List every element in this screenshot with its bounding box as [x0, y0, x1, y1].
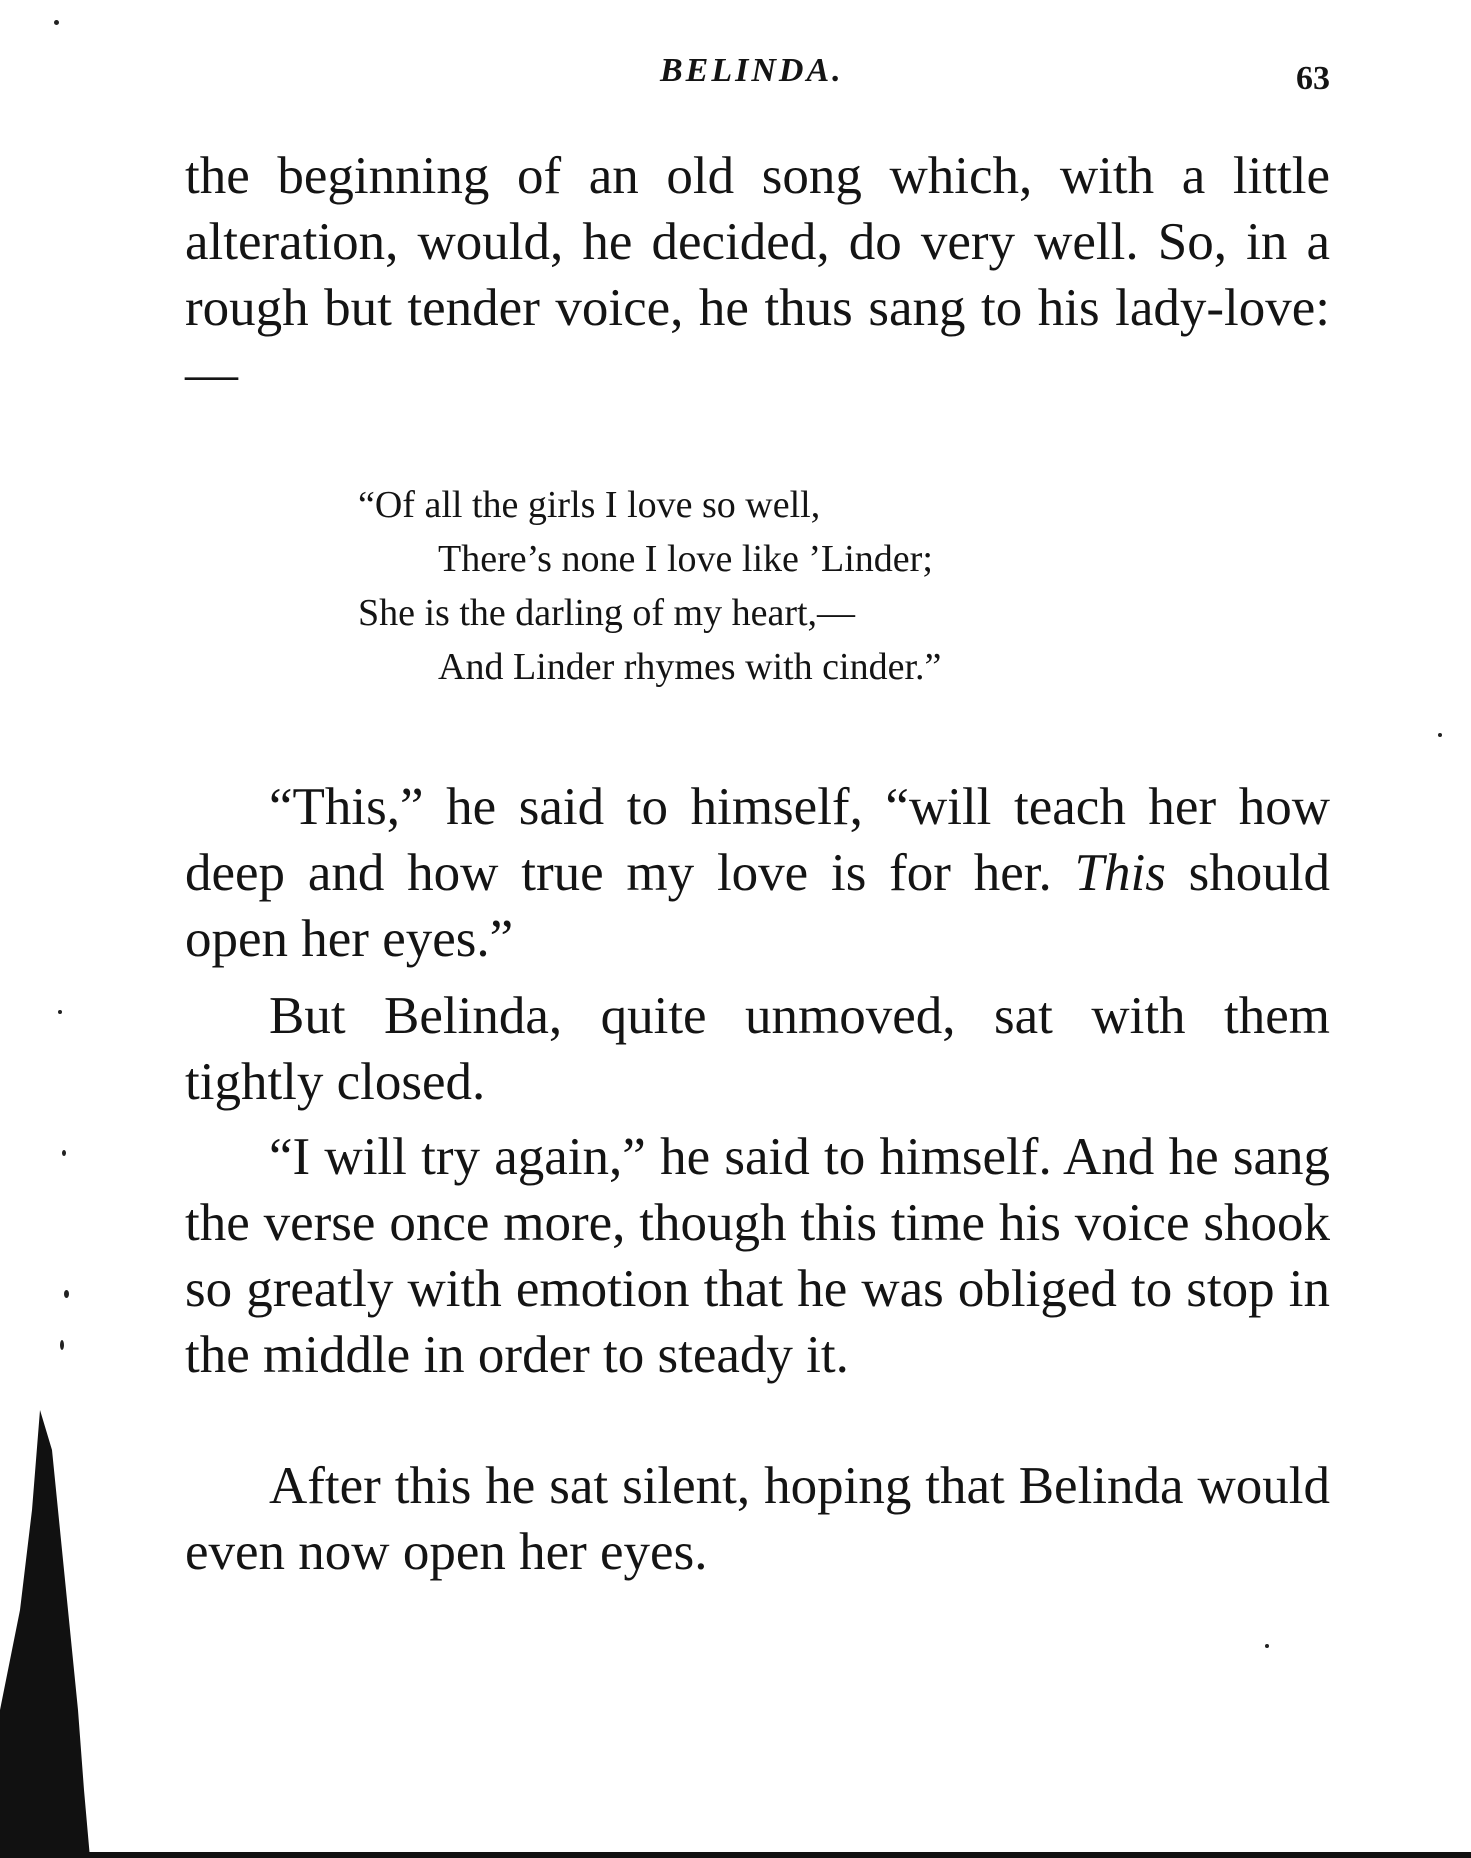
- scan-edge-shadow: [0, 1410, 90, 1858]
- scan-speck: [62, 1150, 66, 1156]
- verse-line-2: There’s none I love like ’Linder;: [438, 538, 933, 580]
- paragraph-3: [185, 983, 1330, 1115]
- paragraph-3-text: But Belinda, quite unmoved, sat with them tightly closed.: [185, 987, 1330, 1111]
- scan-speck: [1265, 1644, 1269, 1648]
- song-verse: [358, 478, 1118, 694]
- paragraph-2: [185, 774, 1330, 972]
- paragraph-4: [185, 1124, 1330, 1388]
- paragraph-2-start: “This,” he said to himself, “will teach her how deep and how true my love is for her.: [185, 778, 1330, 902]
- scan-speck: [1438, 733, 1442, 737]
- paragraph-5: [185, 1453, 1330, 1585]
- paragraph-1-text: the beginning of an old song which, with a little alteration, would, he decided, do very well. So, in a rough but tender voice, he thus sang to his lady-love:—: [185, 147, 1330, 403]
- verse-line-4: And Linder rhymes with cinder.”: [438, 646, 942, 688]
- paragraph-4-text: “I will try again,” he said to himself. And he sang the verse once more, though this time his voice shook so greatly with emotion that he was obliged to stop in the middle in order to steady it.: [185, 1128, 1330, 1384]
- paragraph-1: [185, 143, 1330, 407]
- scan-bottom-edge: [0, 1852, 1471, 1858]
- verse-line-1: “Of all the girls I love so well,: [358, 484, 821, 526]
- scan-speck: [58, 1010, 62, 1014]
- scan-speck: [54, 20, 59, 25]
- paragraph-5-text: After this he sat silent, hoping that Belinda would even now open her eyes.: [185, 1457, 1330, 1581]
- scan-speck: [60, 1340, 64, 1350]
- running-header: [0, 52, 1471, 102]
- paragraph-2-emphasis: This: [1074, 844, 1166, 902]
- running-title: BELINDA.: [660, 52, 844, 89]
- paragraph-2-text: [185, 774, 1330, 972]
- scan-speck: [64, 1290, 69, 1298]
- page-number: 63: [1296, 60, 1330, 97]
- verse-line-3: She is the darling of my heart,—: [358, 592, 856, 634]
- paragraph-2-end: should open her eyes.”: [185, 844, 1330, 968]
